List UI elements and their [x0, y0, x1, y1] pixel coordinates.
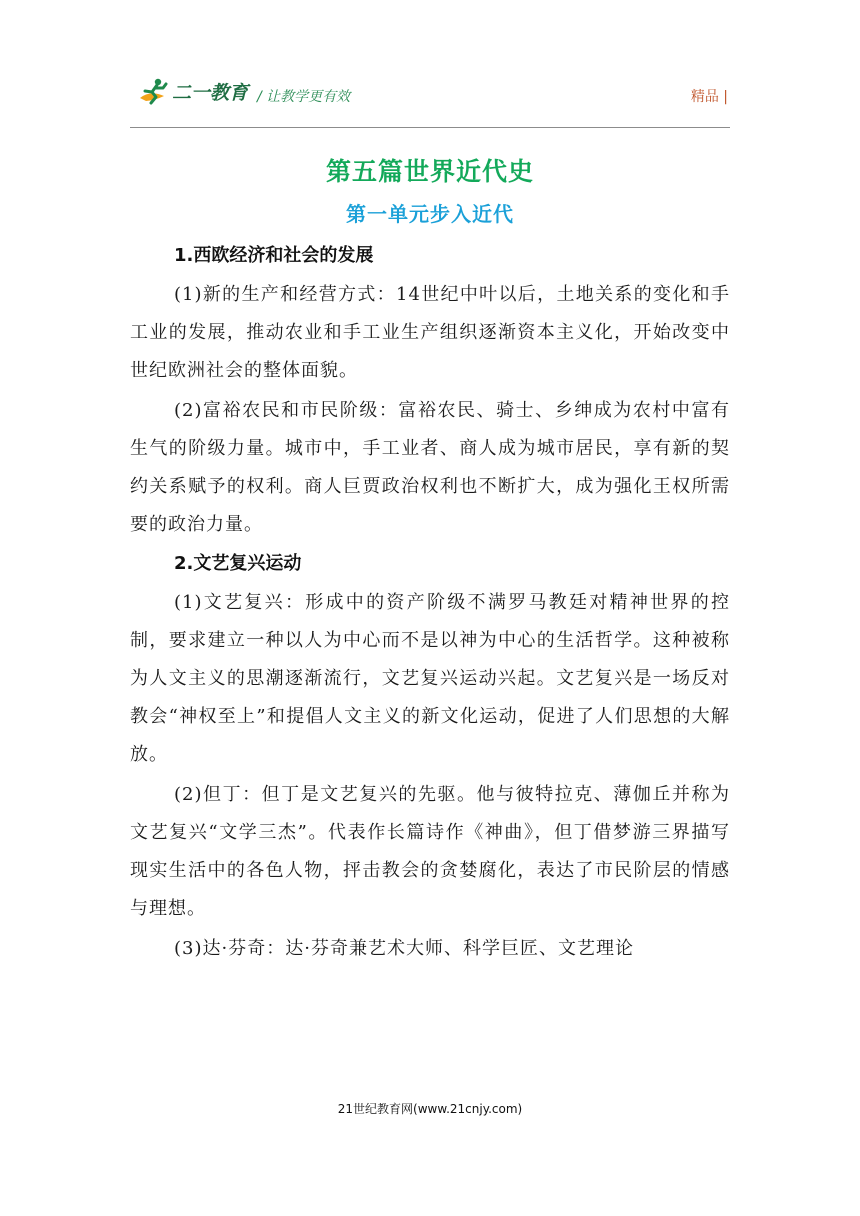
paragraph: (2)但丁：但丁是文艺复兴的先驱。他与彼特拉克、薄伽丘并称为文艺复兴“文学三杰”。代表作长篇诗作《神曲》，但丁借梦游三界描写现实生活中的各色人物，抨击教会的贪婪腐化，表达了市民阶层的情感与理想。: [130, 784, 730, 919]
section-heading: 2.文艺复兴运动: [174, 553, 302, 574]
brand-slogan: / 让教学更有效: [257, 89, 351, 105]
runner-logo-icon: [136, 76, 176, 106]
page-footer: 21世纪教育网(www.21cnjy.com): [337, 1102, 523, 1116]
page-subtitle: 第一单元步入近代: [346, 202, 514, 226]
quality-label: 精品 |: [690, 89, 728, 105]
document-body: [130, 238, 730, 970]
section-heading: 1.西欧经济和社会的发展: [174, 245, 374, 266]
page-title: 第五篇世界近代史: [325, 157, 534, 186]
paragraph: (1)新的生产和经营方式：14世纪中叶以后，土地关系的变化和手工业的发展，推动农业和手工业生产组织逐渐资本主义化，开始改变中世纪欧洲社会的整体面貌。: [130, 284, 730, 381]
paragraph: (1)文艺复兴：形成中的资产阶级不满罗马教廷对精神世界的控制，要求建立一种以人为中心而不是以神为中心的生活哲学。这种被称为人文主义的思潮逐渐流行，文艺复兴运动兴起。文艺复兴是一场反对教会“神权至上”和提倡人文主义的新文化运动，促进了人们思想的大解放。: [130, 592, 730, 765]
page-header: [130, 72, 730, 116]
paragraph: (3)达·芬奇：达·芬奇兼艺术大师、科学巨匠、文艺理论: [174, 938, 634, 959]
paragraph: (2)富裕农民和市民阶级：富裕农民、骑士、乡绅成为农村中富有生气的阶级力量。城市中，手工业者、商人成为城市居民，享有新的契约关系赋予的权利。商人巨贾政治权利也不断扩大，成为强化王权所需要的政治力量。: [130, 400, 730, 535]
header-divider: [130, 127, 730, 128]
brand-name: 二一教育: [172, 82, 249, 104]
